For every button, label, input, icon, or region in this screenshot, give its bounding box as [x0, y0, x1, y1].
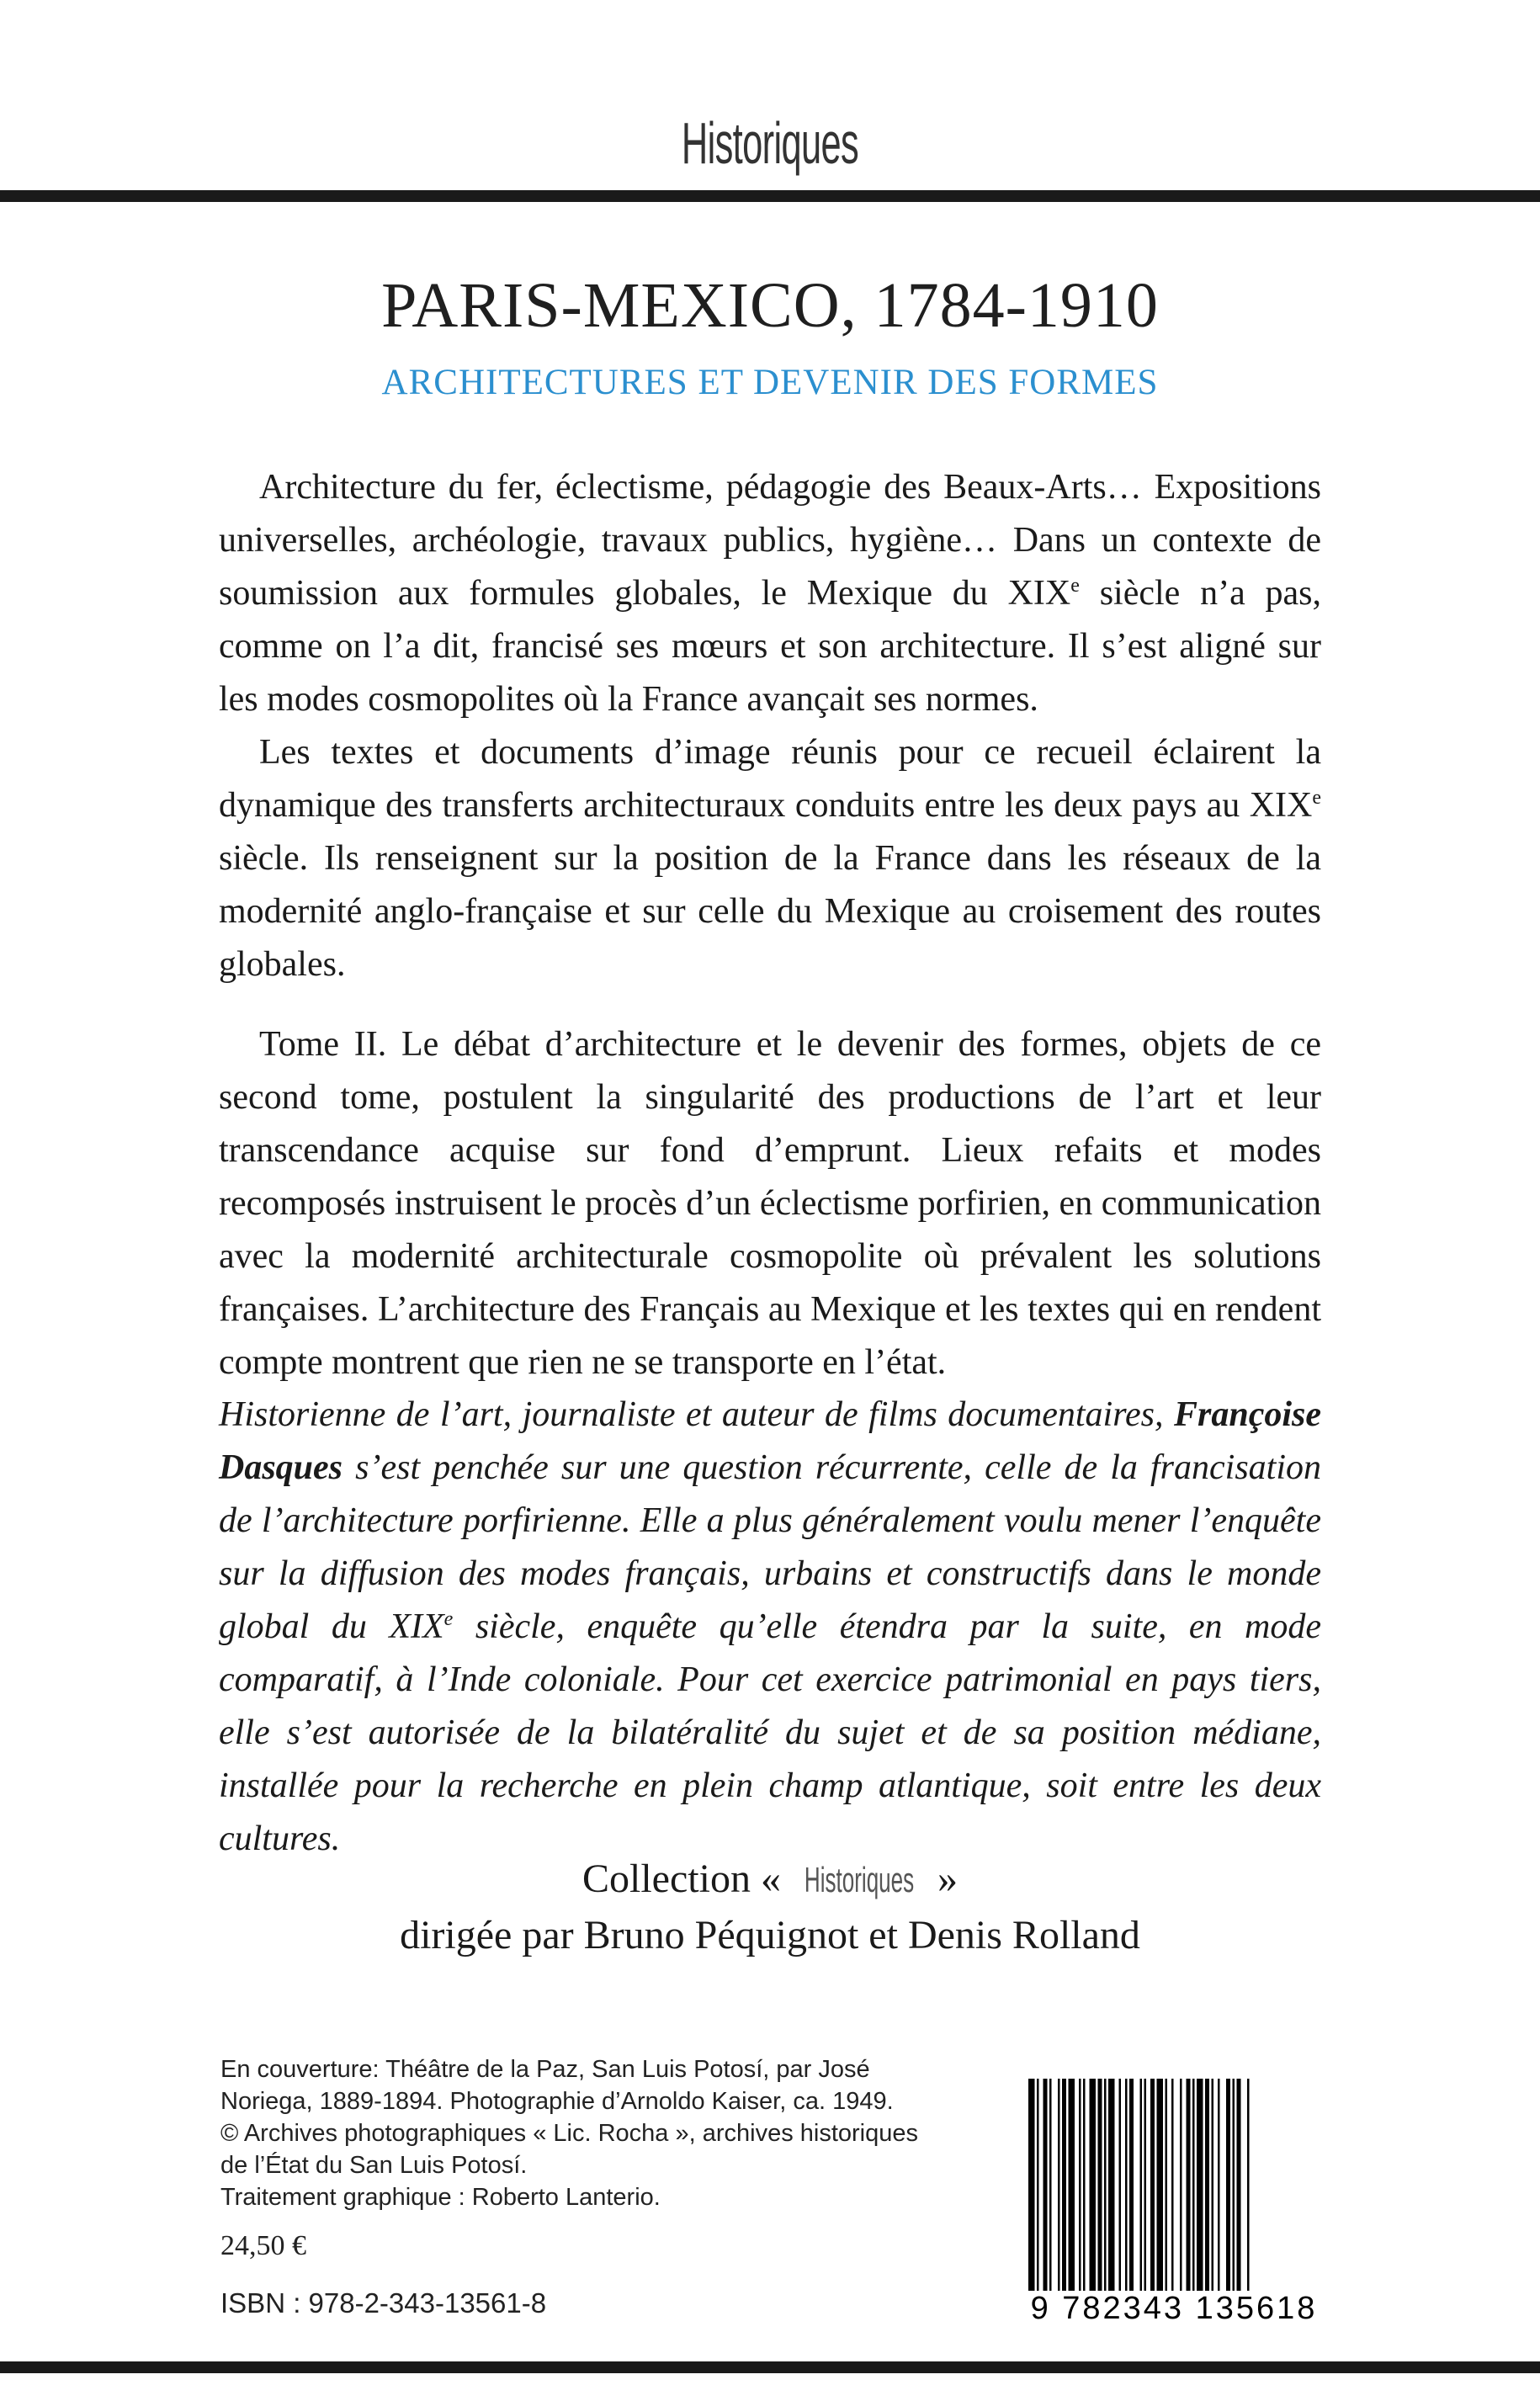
barcode-digits: 9 782343 135618 [1022, 2291, 1325, 2327]
collection-name: Historiques [804, 1860, 915, 1899]
collection-directors: dirigée par Bruno Péquignot et Denis Rolland [400, 1913, 1140, 1957]
cover-credits: En couverture: Théâtre de la Paz, San Luis Potosí, par José Noriega, 1889-1894. Photographie d’Arnoldo Kaiser, ca. 1949. © Archives photographiques « Lic. Rocha », archives historiques de l’État du San Luis Potosí. Traitement graphique : Roberto Lanterio. [220, 2056, 918, 2211]
tome-paragraph: Tome II. Le débat d’architecture et le devenir des formes, objets de ce second tome, postulent la singularité des productions de l’art et leur transcendance acquise sur fond d’emprunt. Lieux refaits et modes recomposés instruisent le procès d’un éclectisme porfirien, en communication avec la modernité architecturale cosmopolite où prévalent les solutions françaises. L’architecture des Français au Mexique et les textes qui en rendent compte montrent que rien ne se transporte en l’état. [219, 1025, 1321, 1382]
bottom-rule [0, 2361, 1540, 2373]
book-title: PARIS-MEXICO, 1784-1910 [381, 270, 1159, 341]
price: 24,50 € [220, 2230, 306, 2261]
series-logo-top: Historiques [681, 110, 859, 176]
top-rule [0, 190, 1540, 202]
author-name: Françoise Dasques [219, 1395, 1321, 1487]
collection-info [0, 1851, 1540, 1963]
tome-description [219, 1018, 1321, 1389]
book-subtitle: ARCHITECTURES ET DEVENIR DES FORMES [381, 363, 1159, 402]
collection-line: Collection « Historiques » [0, 1851, 1540, 1908]
author-bio-paragraph: Historienne de l’art, journaliste et auteur de films documentaires, Françoise Dasques s’est penchée sur une question récurrente, celle de la francisation de l’architecture porfirienne. Elle a plus généralement voulu mener l’enquête sur la diffusion des modes français, urbains et constructifs dans le monde global du XIXe siècle, enquête qu’elle étendra par la suite, en mode comparatif, à l’Inde coloniale. Pour cet exercice patrimonial en pays tiers, elle s’est autorisée de la bilatéralité du sujet et de sa position médiane, installée pour la recherche en plein champ atlantique, soit entre les deux cultures. [219, 1395, 1322, 1858]
summary-paragraph-1: Architecture du fer, éclectisme, pédagogie des Beaux-Arts… Expositions universelles, archéologie, travaux publics, hygiène… Dans un contexte de soumission aux formules globales, le Mexique du XIXe siècle n’a pas, comme on l’a dit, francisé ses mœurs et son architecture. Il s’est aligné sur les modes cosmopolites où la France avançait ses normes. [219, 468, 1321, 719]
summary-block [219, 461, 1321, 991]
summary-paragraph-2: Les textes et documents d’image réunis pour ce recueil éclairent la dynamique des transferts architecturaux conduits entre les deux pays au XIXe siècle. Ils renseignent sur la position de la France dans les réseaux de la modernité anglo-française et sur celle du Mexique au croisement des routes globales. [219, 733, 1321, 984]
isbn: ISBN : 978-2-343-13561-8 [220, 2287, 547, 2319]
author-bio [219, 1389, 1321, 1866]
